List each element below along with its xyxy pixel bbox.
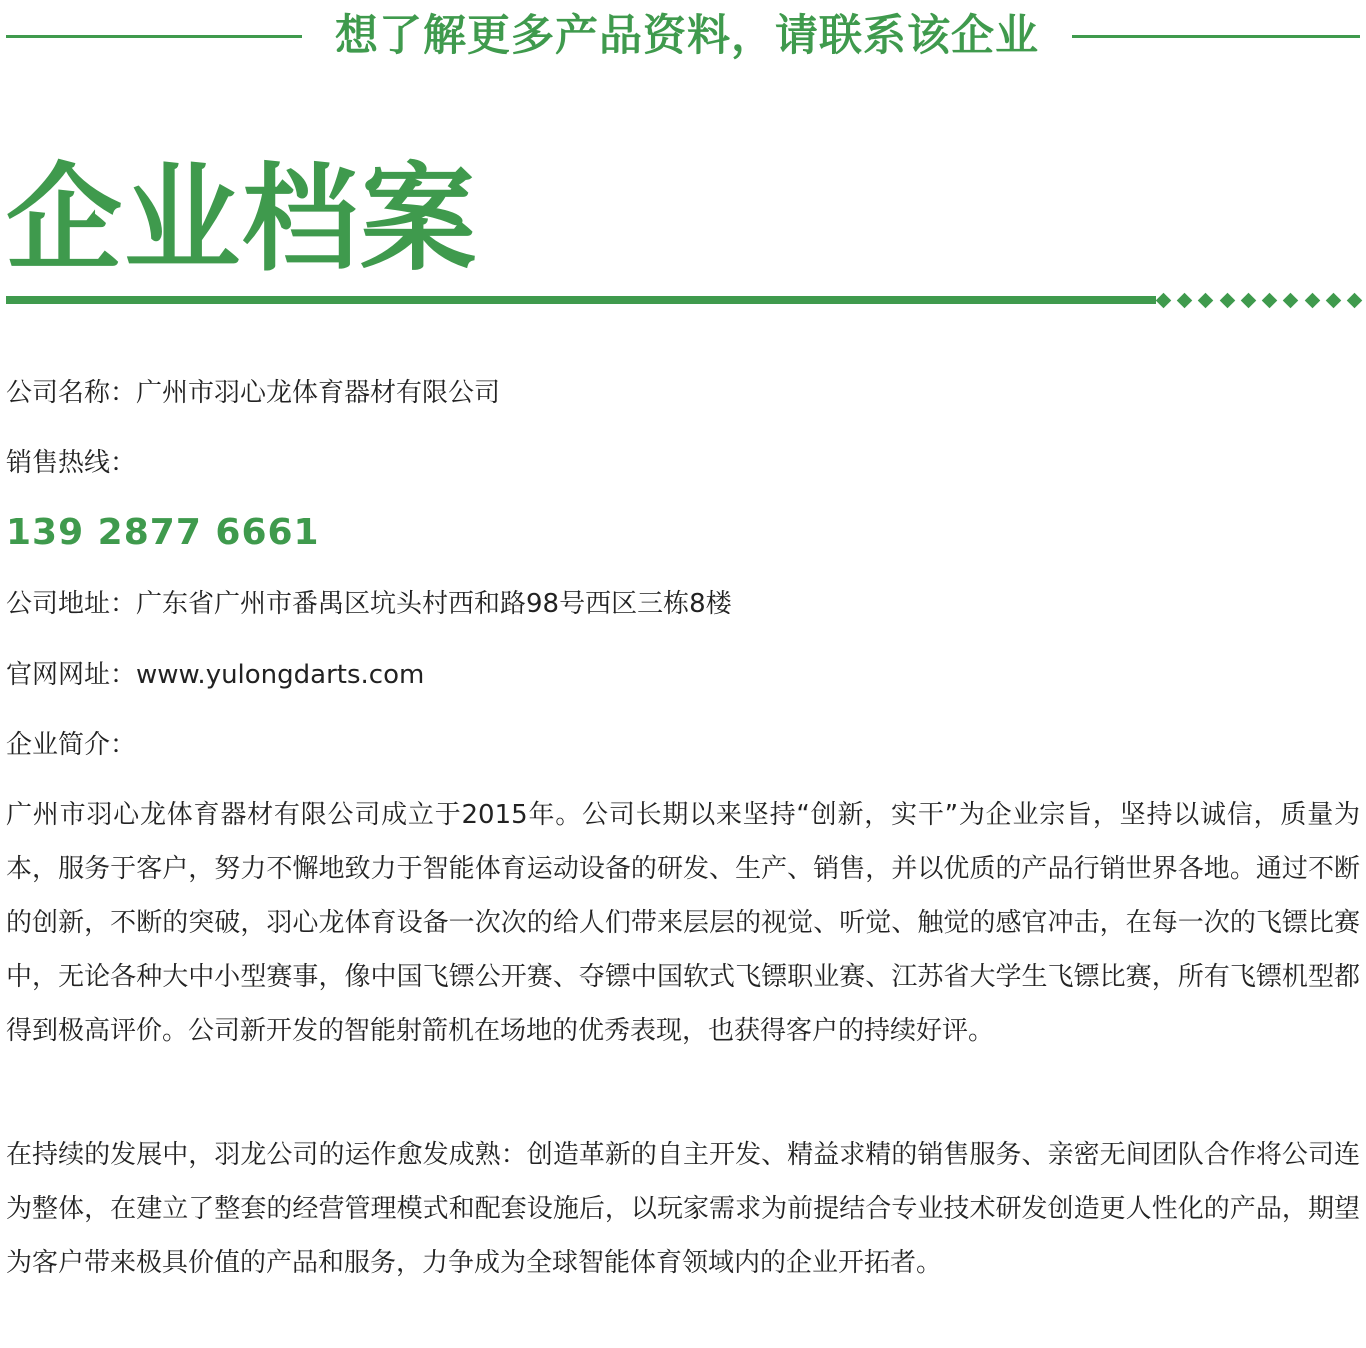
- diamond-icon: [1219, 292, 1235, 308]
- diamond-ornament: [1158, 291, 1360, 309]
- banner-right-rule: [1072, 35, 1360, 38]
- contact-banner: [0, 0, 1366, 78]
- intro-paragraph: 广州市羽心龙体育器材有限公司成立于2015年。公司长期以来坚持“创新，实干”为企业宗旨，坚持以诚信，质量为本，服务于客户，努力不懈地致力于智能体育运动设备的研发、生产、销售，并以优质的产品行销世界各地。通过不断的创新，不断的突破，羽心龙体育设备一次次的给人们带来层层的视觉、听觉、触觉的感官冲击，在每一次的飞镖比赛中，无论各种大中小型赛事，像中国飞镖公开赛、夺镖中国软式飞镖职业赛、江苏省大学生飞镖比赛，所有飞镖机型都得到极高评价。公司新开发的智能射箭机在场地的优秀表现，也获得客户的持续好评。: [6, 800, 1360, 1046]
- diamond-icon: [1304, 292, 1320, 308]
- sales-hotline-number[interactable]: 139 2877 6661: [6, 512, 320, 553]
- diamond-icon: [1347, 292, 1363, 308]
- sales-hotline-label: 销售热线：: [6, 448, 137, 478]
- company-name-value: 广州市羽心龙体育器材有限公司: [136, 378, 501, 408]
- intro-label: 企业简介：: [6, 730, 137, 760]
- intro-paragraph: 在持续的发展中，羽龙公司的运作愈发成熟：创造革新的自主开发、精益求精的销售服务、亲密无间团队合作将公司连为整体，在建立了整套的经营管理模式和配套设施后，以玩家需求为前提结合专业技术研发创造更人性化的产品，期望为客户带来极具价值的产品和服务，力争成为全球智能体育领域内的企业开拓者。: [6, 1140, 1360, 1278]
- diamond-icon: [1283, 292, 1299, 308]
- sales-hotline-row: [6, 445, 136, 481]
- company-name-label: 公司名称：: [6, 378, 137, 408]
- diamond-icon: [1198, 292, 1214, 308]
- diamond-icon: [1241, 292, 1257, 308]
- section-divider: [6, 296, 1156, 304]
- company-address-row: [6, 586, 732, 622]
- website-link[interactable]: www.yulongdarts.com: [136, 660, 425, 690]
- company-address-label: 公司地址：: [6, 589, 137, 619]
- banner-left-rule: [6, 35, 302, 38]
- section-title: 企业档案: [6, 152, 478, 287]
- diamond-icon: [1325, 292, 1341, 308]
- website-label: 官网网址：: [6, 660, 137, 690]
- diamond-icon: [1177, 292, 1193, 308]
- intro-row: [6, 727, 136, 763]
- website-row: [6, 657, 424, 693]
- diamond-icon: [1156, 292, 1172, 308]
- company-name-row: [6, 375, 500, 411]
- diamond-icon: [1262, 292, 1278, 308]
- banner-text: 想了解更多产品资料，请联系该企业: [335, 11, 1039, 61]
- company-address-value: 广东省广州市番禺区坑头村西和路98号西区三栋8楼: [136, 589, 732, 619]
